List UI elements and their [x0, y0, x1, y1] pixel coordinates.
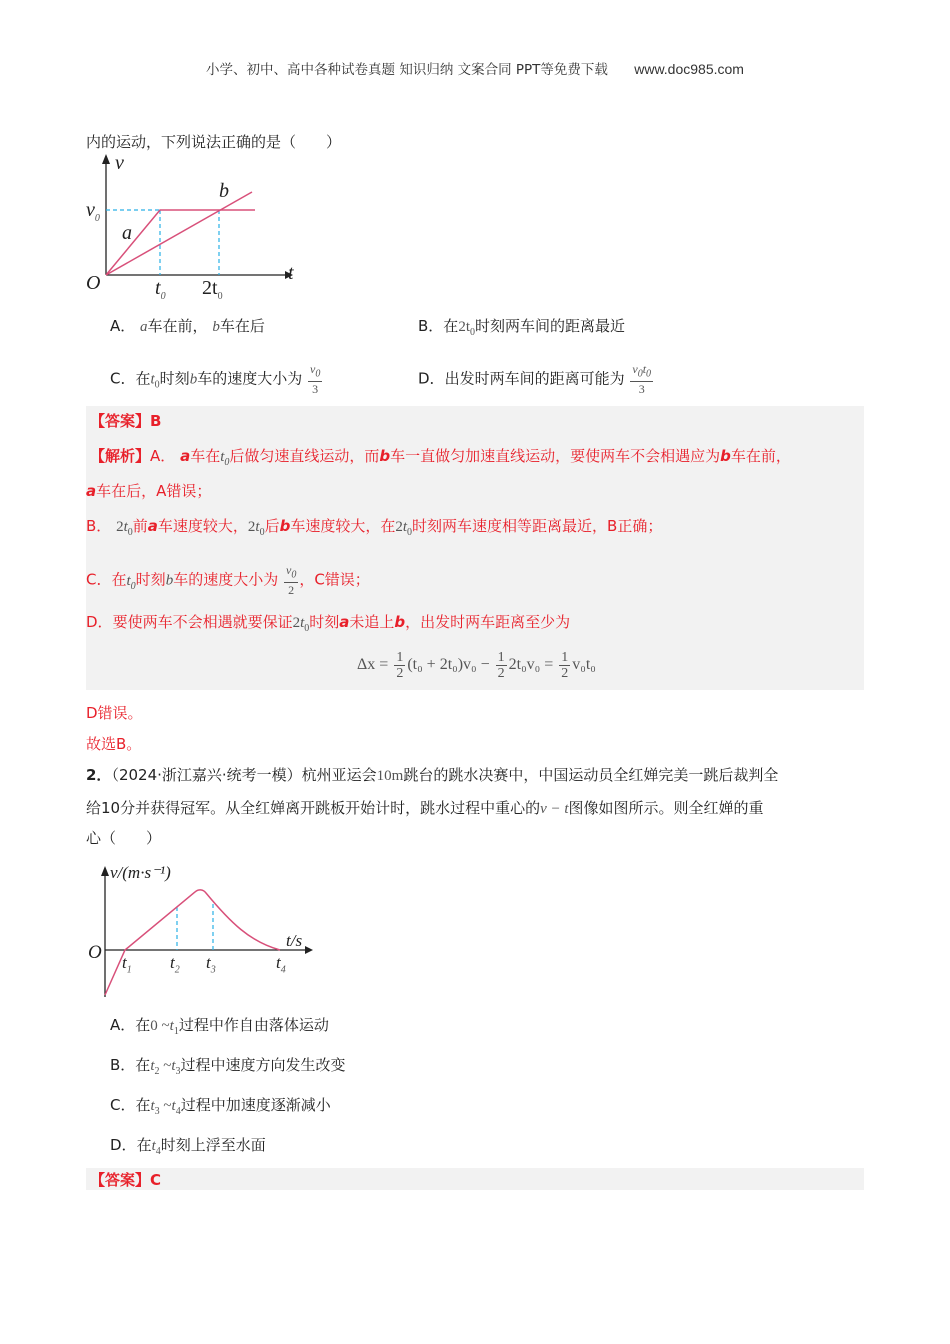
q2-option-c-p2: 过程中加速度逐渐减小 [180, 1096, 331, 1114]
q1-option-b[interactable] [418, 316, 625, 343]
q1-option-c-frac-num: v [309, 362, 316, 376]
q1-analysis-d-2t0: $2t_0$ [292, 615, 310, 634]
q1-option-b-sub: 0 [469, 327, 475, 338]
q2-t-axis-arrow [305, 946, 313, 954]
q2-stem2-math: v − t [540, 801, 569, 817]
q1-option-c-p3: 车的速度大小为 [197, 369, 303, 388]
q1-v-label: v [115, 152, 124, 174]
q1-option-b-math: 2t [458, 319, 470, 335]
q1-option-b-p2: 时刻两车间的距离最近 [474, 317, 625, 335]
q2-t2-text: t [170, 953, 175, 972]
q2-stem-line3: 心（ ） [86, 829, 162, 847]
q1-analysis-c-p4: ，C错误； [299, 570, 370, 589]
formula-part3: v₀t₀ [572, 656, 596, 674]
q1-option-c-p1: 在 [135, 369, 151, 388]
q1-analysis-b-2t0c: $2t_0$ [395, 519, 413, 538]
formula-half-3-num: 1 [561, 650, 569, 665]
q2-stem1a: 杭州亚运会 [301, 766, 377, 784]
q1-option-d[interactable] [418, 363, 654, 395]
q2-stem1-math: 10m [376, 768, 404, 784]
q1-analysis-a-p2: 后做匀速直线运动，而 [229, 447, 380, 465]
q2-t2-label [170, 953, 180, 975]
q2-t3-sub: 3 [210, 964, 216, 976]
q2-option-b-p1: 在 [135, 1056, 151, 1074]
q1-t0-text: t [155, 277, 161, 299]
q1-analysis-d-p2: 时刻 [309, 613, 340, 631]
q1-analysis-c-p2: 时刻 [135, 570, 166, 589]
q2-t1-label [122, 953, 132, 975]
q2-option-a-letter: A． [110, 1016, 136, 1034]
q2-option-b-m2-sub: 3 [175, 1066, 181, 1077]
formula-lhs: Δx = [357, 656, 389, 674]
q1-option-d-p1: 出发时两车间的距离可能为 [444, 369, 625, 388]
q1-option-a-p1: 车在前， [147, 317, 208, 335]
q2-curve [105, 890, 280, 995]
q2-option-d[interactable] [110, 1135, 266, 1162]
q2-t1-sub: 1 [126, 964, 132, 976]
q1-2t0-sub: 0 [217, 291, 223, 302]
q1-option-d-frac-sub1: 0 [637, 368, 643, 380]
q2-option-b-tilde: ~ [159, 1058, 172, 1074]
q2-source: （2024·浙江嘉兴·统考一模） [111, 766, 302, 784]
q2-option-d-p1: 在 [136, 1136, 152, 1154]
header-text: 小学、初中、高中各种试卷真题 知识归纳 文案合同 PPT等免费下载 [206, 62, 608, 78]
q2-option-b-p2: 过程中速度方向发生改变 [180, 1056, 346, 1074]
q2-answer-label: 【答案】 [90, 1171, 151, 1189]
q1-b-label: b [219, 180, 229, 202]
q2-option-c-m2: t [171, 1098, 176, 1114]
q1-analysis-b-p4: 车速度较大，在 [290, 517, 396, 535]
q2-option-c-letter: C． [110, 1096, 136, 1114]
q1-option-c-frac-den: 3 [312, 382, 319, 397]
q1-analysis-b-letter: B． [86, 517, 112, 535]
q1-analysis-d-p1: 要使两车不会相遇就要保证 [112, 613, 293, 631]
q1-option-c-math: t [150, 371, 155, 388]
q1-t0-label [155, 277, 166, 302]
q2-option-b-m1-sub: 2 [154, 1066, 160, 1077]
q2-t3-text: t [206, 953, 211, 972]
formula-part1: (t₀ + 2t₀)v₀ − [407, 656, 490, 674]
q1-analysis-b-p1: 前 [132, 517, 148, 535]
q2-option-a-m2: t [169, 1018, 174, 1034]
q2-number: 2． [86, 766, 112, 784]
q1-analysis-a-p1: 车在 [190, 447, 221, 465]
q2-option-d-m1: t [151, 1138, 156, 1154]
q1-option-c-sub: 0 [154, 379, 160, 391]
q1-vt-graph [80, 150, 300, 300]
q2-option-d-p2: 时刻上浮至水面 [160, 1136, 266, 1154]
q1-2t0-text: 2t [202, 277, 218, 299]
formula-half-2-den: 2 [497, 666, 505, 681]
q1-option-d-fraction [630, 363, 653, 395]
q2-vt-graph [80, 862, 320, 1002]
q2-t-label: t/s [286, 931, 303, 950]
formula-half-2-num: 1 [497, 650, 505, 665]
q1-v0-text: v [86, 199, 95, 221]
q1-analysis-c-p1: 在 [111, 570, 127, 589]
q2-t4-label [276, 953, 286, 975]
q1-option-a-var-a: a [140, 319, 148, 335]
q1-option-b-p1: 在 [443, 317, 459, 335]
q2-option-c-p1: 在 [135, 1096, 151, 1114]
q1-analysis-c-t0: $t_0$ [126, 572, 136, 592]
q1-analysis-c-fraction: $\frac{v_0}{2}$ [285, 563, 297, 598]
q1-analysis-c [86, 564, 370, 597]
q2-option-a[interactable] [110, 1015, 329, 1042]
q1-analysis-b-p5: 时刻两车速度相等距离最近，B正确； [412, 517, 663, 535]
q2-option-a-p2: 过程中作自由落体运动 [178, 1016, 329, 1034]
q1-analysis-a-line2-text: 车在后，A错误； [96, 482, 212, 500]
q2-v-axis-arrow [101, 866, 109, 876]
q1-a-label: a [122, 222, 132, 244]
q1-option-c-fraction [308, 363, 322, 395]
formula-part2: 2t₀v₀ = [508, 656, 554, 674]
q2-stem2b: 图像如图所示。则全红婵的重 [568, 799, 764, 817]
q1-analysis-d-var-a: a [339, 613, 350, 631]
q1-option-a-p2: 车在后 [219, 317, 265, 335]
q1-option-c-var-b: b [189, 371, 198, 388]
q2-option-c[interactable] [110, 1095, 331, 1122]
q1-t0-sub: 0 [160, 291, 166, 302]
q2-t1-text: t [122, 953, 127, 972]
q1-analysis-label: 【解析】 [90, 447, 151, 465]
page-header [0, 58, 950, 78]
q1-v0-sub: 0 [94, 213, 100, 224]
q1-option-a-letter: A． [110, 317, 136, 335]
q1-option-d-frac-num: v [632, 362, 638, 376]
q2-t4-text: t [276, 953, 281, 972]
q1-analysis-b-2t0b: $2t_0$ [247, 519, 265, 538]
q1-option-d-letter: D． [418, 369, 445, 388]
q2-answer-value: C [150, 1171, 162, 1189]
formula-half-2 [496, 650, 507, 681]
q1-analysis-d-p3: 未追上 [349, 613, 395, 631]
q1-analysis-b [86, 516, 662, 543]
formula-half-3 [559, 650, 570, 681]
q1-analysis-a [90, 446, 791, 473]
q1-analysis-d-end: D错误。 [86, 704, 143, 722]
q1-v-axis-arrow [102, 154, 110, 164]
q1-analysis-a-var-b2: b [720, 447, 731, 465]
q1-conclusion: 故选B。 [86, 735, 142, 753]
q1-analysis-a-line2-var: a [86, 482, 97, 500]
q2-stem-line1 [86, 765, 778, 786]
q1-t-label: t [288, 262, 294, 284]
q1-option-c-p2: 时刻 [159, 369, 190, 388]
q1-analysis-d-var-b: b [394, 613, 406, 631]
q2-option-a-p1: 在 [135, 1016, 151, 1034]
q1-option-a[interactable] [110, 316, 265, 337]
q2-option-c-m1-sub: 3 [154, 1106, 160, 1117]
formula-half-1-num: 1 [396, 650, 404, 665]
q1-stem-tail: 内的运动，下列说法正确的是（ ） [86, 133, 342, 151]
q1-option-c-letter: C． [110, 369, 136, 388]
q1-answer [90, 411, 161, 431]
formula-half-1 [394, 650, 405, 681]
q1-answer-label: 【答案】 [90, 412, 151, 430]
q1-analysis-b-p2: 车速度较大， [157, 517, 248, 535]
q1-analysis-b-var-b: b [279, 517, 291, 535]
formula-half-1-den: 2 [396, 666, 404, 681]
q1-option-c-frac-num-sub: 0 [315, 368, 321, 380]
header-url[interactable]: www.doc985.com [634, 61, 744, 77]
q1-analysis-b-2t0a: $2t_0$ [116, 519, 133, 538]
q1-analysis-b-p3: 后 [264, 517, 280, 535]
q2-t2-sub: 2 [174, 964, 180, 976]
q1-analysis-c-letter: C． [86, 570, 112, 589]
q1-analysis-c-frac-den: 2 [288, 583, 295, 598]
q1-analysis-c-p3: 车的速度大小为 [173, 570, 279, 589]
q1-option-d-frac-sub2: 0 [646, 368, 652, 380]
q2-option-a-m2-sub: 1 [173, 1026, 179, 1037]
q2-t4-sub: 4 [280, 964, 286, 976]
q2-v-label: v/(m·s⁻¹) [110, 863, 171, 882]
q2-option-b-letter: B． [110, 1056, 136, 1074]
q1-analysis-a-t0: $t_0$ [220, 449, 230, 468]
q1-analysis-formula [357, 650, 596, 681]
q2-option-a-tilde: ~ [157, 1018, 170, 1034]
q1-origin-label: O [86, 272, 101, 294]
q2-t3-label [206, 953, 216, 975]
q1-analysis-a-p3: 车一直做匀加速直线运动，要使两车不会相遇应为 [390, 447, 721, 465]
q1-2t0-label [202, 277, 223, 302]
q2-origin-label: O [88, 942, 102, 963]
q2-option-b[interactable] [110, 1055, 346, 1082]
q1-option-a-var-b: b [212, 319, 220, 335]
q2-answer [90, 1170, 161, 1190]
q2-option-c-tilde: ~ [159, 1098, 172, 1114]
q2-option-b-m2: t [171, 1058, 176, 1074]
q1-analysis-c-var-b: b [165, 572, 174, 589]
q1-v0-label [86, 199, 100, 224]
q2-option-c-m1: t [150, 1098, 155, 1114]
q1-analysis-a-line2 [86, 481, 211, 501]
q1-answer-value: B [150, 412, 162, 430]
q2-option-a-m1: 0 [150, 1018, 158, 1034]
q1-analysis-d-p4: ，出发时两车距离至少为 [405, 613, 571, 631]
q1-option-c[interactable] [110, 363, 323, 396]
q2-stem1b: 跳台的跳水决赛中，中国运动员全红婵完美一跳后裁判全 [403, 766, 779, 784]
q2-answer-box [86, 1168, 864, 1190]
q2-option-b-m1: t [150, 1058, 155, 1074]
q1-analysis-a-p4: 车在前， [730, 447, 791, 465]
q1-analysis-a-var-a: a [180, 447, 191, 465]
q2-option-d-letter: D． [110, 1136, 137, 1154]
formula-half-3-den: 2 [561, 666, 569, 681]
q1-analysis-d-letter: D． [86, 613, 113, 631]
q1-analysis-a-letter: A． [150, 447, 176, 465]
q1-option-b-letter: B． [418, 317, 444, 335]
q2-option-c-m2-sub: 4 [175, 1106, 181, 1117]
q2-stem-line2 [86, 798, 764, 819]
q2-stem2a: 给10分并获得冠军。从全红婵离开跳板开始计时，跳水过程中重心的 [86, 799, 541, 817]
q1-analysis-d [86, 612, 570, 639]
q2-option-d-m1-sub: 4 [155, 1146, 161, 1157]
q1-analysis-a-var-b: b [379, 447, 391, 465]
q1-analysis-b-var-a: a [147, 517, 158, 535]
q1-option-d-frac-num2: t [642, 362, 647, 376]
q1-option-d-frac-den: 3 [638, 382, 645, 397]
